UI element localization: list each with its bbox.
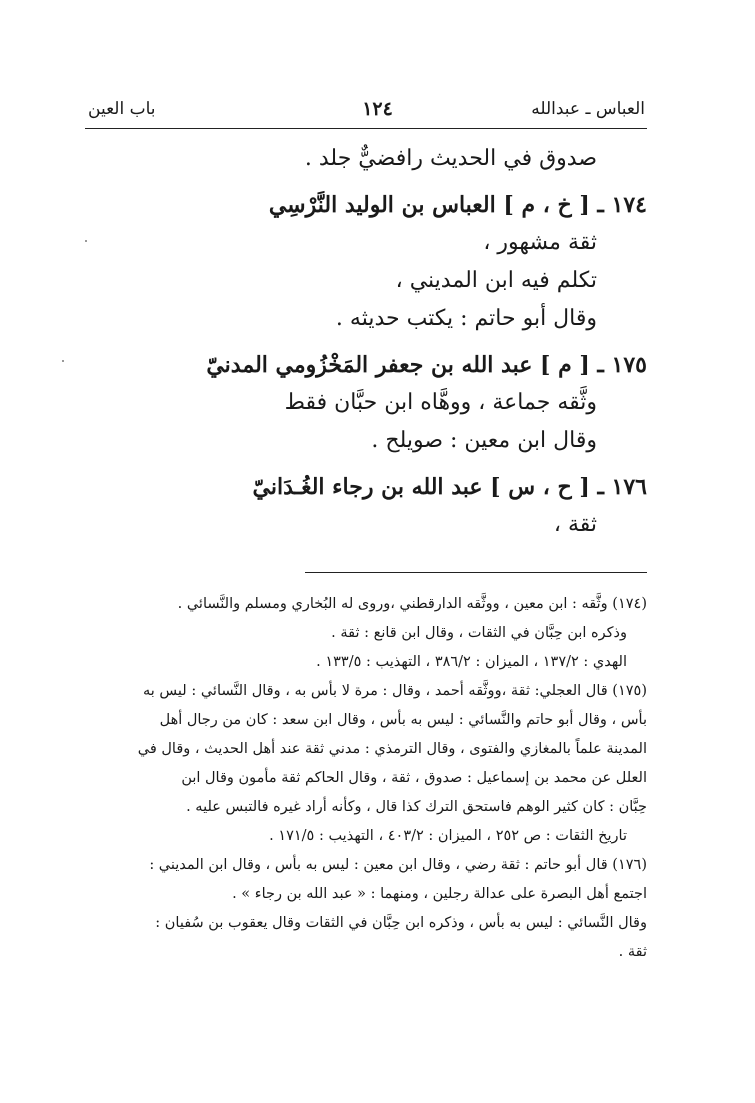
footnote-rule: [305, 572, 647, 573]
footnote-line: وذكره ابن حِبَّان في الثقات ، وقال ابن قانع : ثقة .: [331, 625, 627, 641]
footnote-line: (١٧٤) وثَّقه : ابن معين ، ووثَّقه الدارقطني ،وروى له البُخاري ومسلم والنَّسائي .: [177, 596, 647, 612]
text-line: صدوق في الحديث رافضيٌّ جلد .: [304, 146, 597, 171]
running-head-right: العباس ـ عبدالله: [531, 99, 645, 119]
entry-heading-175: ١٧٥ ـ [ م ] عبد الله بن جعفر المَخْزُومي المدنيّ: [206, 352, 647, 378]
text-line: وقال ابن معين : صويلح .: [371, 428, 597, 453]
footnote-line: المدينة علماً بالمغازي والفتوى ، وقال الترمذي : مدني ثقة عند أهل الحديث ، وقال في: [137, 741, 647, 757]
footnote-line: حِبَّان : كان كثير الوهم فاستحق الترك كذا قال ، وكأنه أراد غيره فالتبس عليه .: [186, 799, 647, 815]
scan-speck: [85, 240, 87, 242]
footnote-line: الهدي : ١٣٧/٢ ، الميزان : ٣٨٦/٢ ، التهذيب : ١٣٣/٥ .: [316, 654, 627, 670]
footnote-line: وقال النَّسائي : ليس به بأس ، وذكره ابن حِبَّان في الثقات وقال يعقوب بن سُفيان :: [155, 915, 647, 931]
footnote-line: (١٧٦) قال أبو حاتم : ثقة رضي ، وقال ابن معين : ليس به بأس ، وقال ابن المديني :: [149, 857, 647, 873]
running-head-left: باب العين: [88, 99, 156, 119]
footnote-line: بأس ، وقال أبو حاتم والنَّسائي : ليس به بأس ، وقال ابن سعد : كان من رجال أهل: [159, 712, 647, 728]
scan-speck: [62, 360, 64, 362]
footnote-line: تاريخ الثقات : ص ٢٥٢ ، الميزان : ٤٠٣/٢ ، التهذيب : ١٧١/٥ .: [269, 828, 627, 844]
text-line: ثقة ،: [553, 512, 597, 537]
text-line: وثَّقه جماعة ، ووهَّاه ابن حبَّان فقط: [284, 390, 597, 415]
main-text: [87, 140, 647, 544]
page-number: ١٢٤: [362, 98, 393, 120]
footnotes: [81, 590, 647, 967]
entry-heading-174: ١٧٤ ـ [ خ ، م ] العباس بن الوليد النَّرْسِي: [268, 192, 647, 218]
entry-heading-176: ١٧٦ ـ [ ح ، س ] عبد الله بن رجاء الغُـدَانيّ: [252, 474, 647, 500]
text-line: وقال أبو حاتم : يكتب حديثه .: [335, 306, 597, 331]
text-line: تكلم فيه ابن المديني ،: [395, 268, 597, 293]
header-rule: [85, 128, 647, 129]
footnote-line: ثقة .: [618, 944, 647, 960]
footnote-line: العلل عن محمد بن إسماعيل : صدوق ، ثقة ، وقال الحاكم ثقة مأمون وقال ابن: [181, 770, 647, 786]
footnote-line: اجتمع أهل البصرة على عدالة رجلين ، ومنهما : « عبد الله بن رجاء » .: [232, 886, 647, 902]
text-line: ثقة مشهور ،: [483, 230, 597, 255]
footnote-line: (١٧٥) قال العجلي: ثقة ،ووثَّقه أحمد ، وقال : مرة لا بأس به ، وقال النَّسائي : ليس به: [143, 683, 647, 699]
